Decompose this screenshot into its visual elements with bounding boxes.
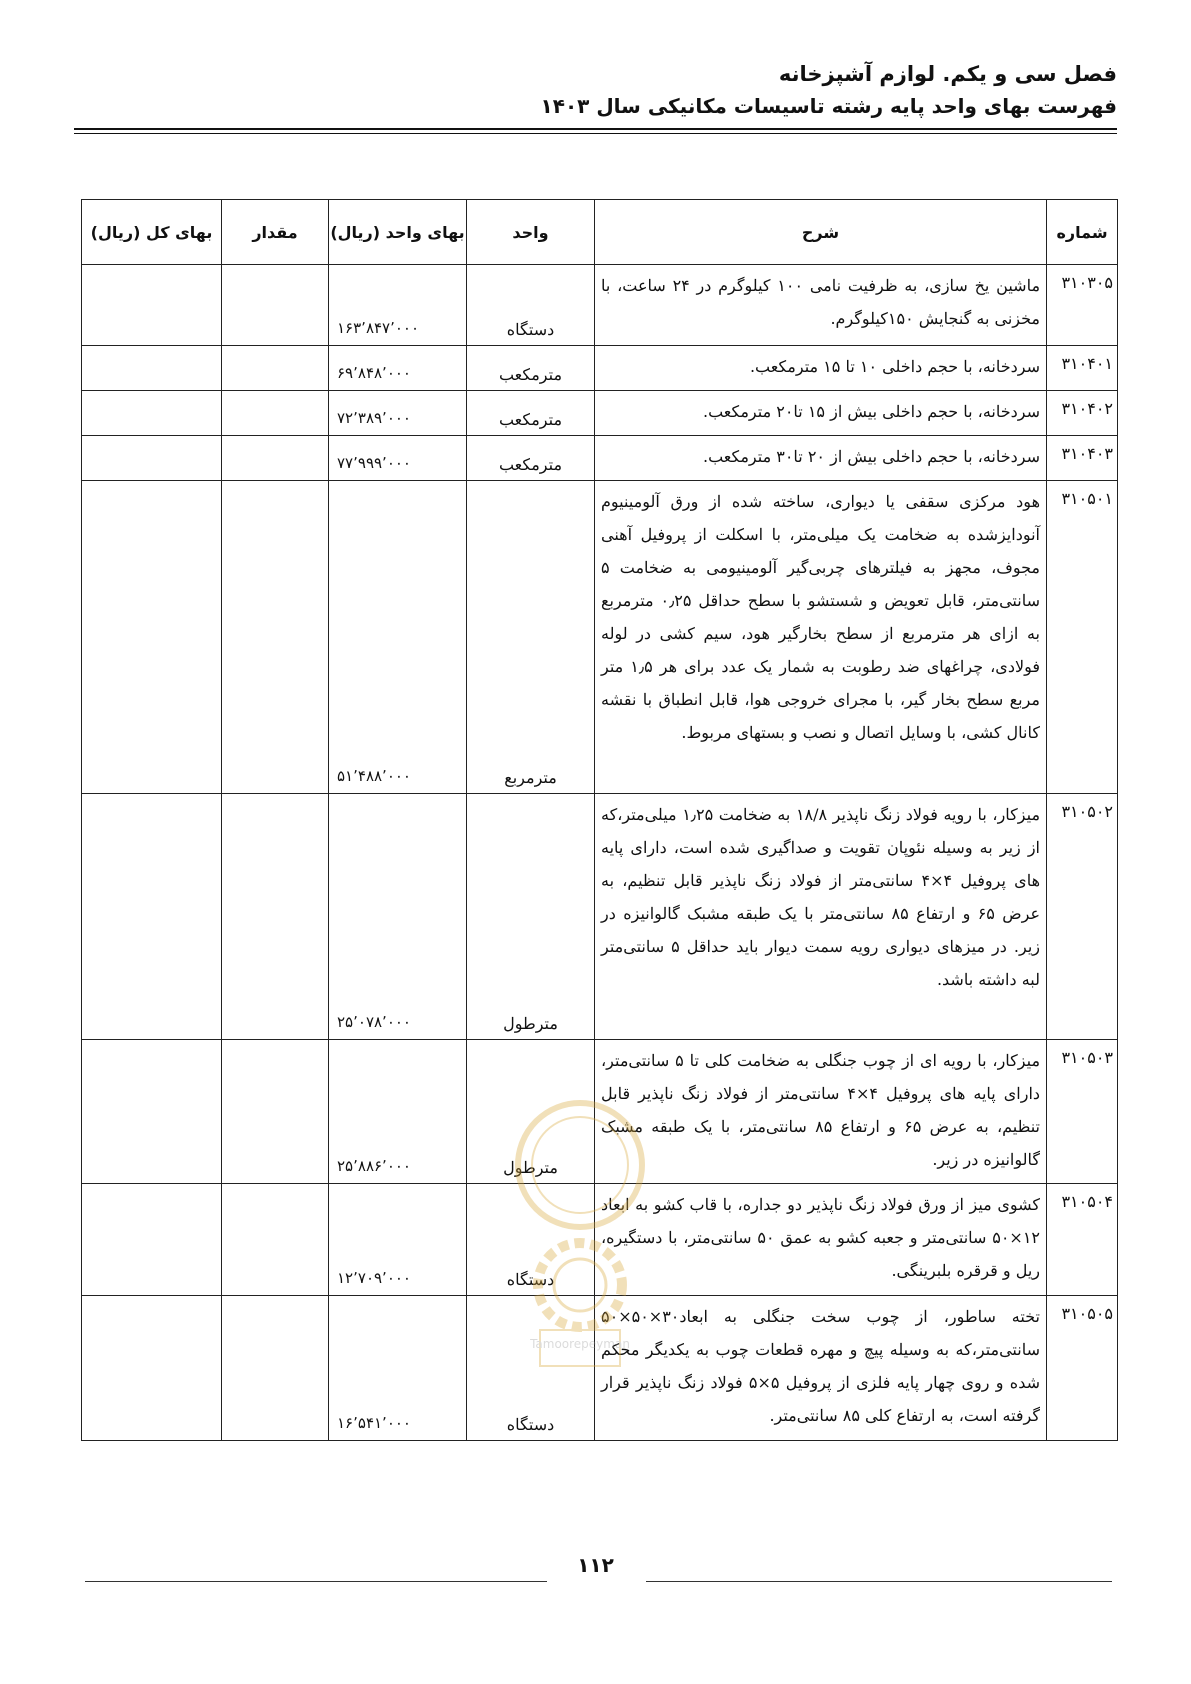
row-unit-price: ۶۹٬۸۴۸٬۰۰۰ (329, 346, 467, 391)
row-quantity (222, 794, 329, 1040)
row-code: ۳۱۰۵۰۵ (1047, 1296, 1118, 1441)
table-row (82, 1296, 1118, 1441)
col-header-unit-price: بهای واحد (ریال) (329, 200, 467, 265)
row-quantity (222, 391, 329, 436)
footer-rule-right (646, 1581, 1112, 1582)
row-total-price (82, 391, 222, 436)
row-unit-price: ۲۵٬۸۸۶٬۰۰۰ (329, 1040, 467, 1184)
row-unit: دستگاه (467, 1184, 595, 1296)
row-unit: مترطول (467, 794, 595, 1040)
row-total-price (82, 794, 222, 1040)
list-title: فهرست بهای واحد پایه رشته تاسیسات مکانیکی سال ۱۴۰۳ (540, 94, 1117, 118)
row-quantity (222, 1184, 329, 1296)
row-quantity (222, 436, 329, 481)
price-table (81, 199, 1118, 1441)
footer-rule-left (85, 1581, 547, 1582)
row-code: ۳۱۰۵۰۴ (1047, 1184, 1118, 1296)
col-header-code: شماره (1047, 200, 1118, 265)
row-code: ۳۱۰۴۰۲ (1047, 391, 1118, 436)
watermark-text: Tamoorepeyman (530, 1337, 630, 1351)
table-row (82, 794, 1118, 1040)
table-row (82, 265, 1118, 346)
row-quantity (222, 1040, 329, 1184)
col-header-unit: واحد (467, 200, 595, 265)
table-row (82, 1040, 1118, 1184)
row-quantity (222, 346, 329, 391)
col-header-total-price: بهای کل (ریال) (82, 200, 222, 265)
page-number: ۱۱۲ (577, 1553, 614, 1577)
row-unit: مترمکعب (467, 391, 595, 436)
row-description: تخته ساطور، از چوب سخت جنگلی به ابعاد۳۰×۵۰×۵۰ سانتی‌متر،که به وسیله پیچ و مهره قطعات چوب به یکدیگر محکم شده و روی چهار پایه فلزی از پروفیل ۵×۵ فولاد زنگ ناپذیر قرار گرفته است، به ارتفاع کلی ۸۵ سانتی‌متر. (595, 1296, 1047, 1441)
row-unit-price: ۵۱٬۴۸۸٬۰۰۰ (329, 481, 467, 794)
row-total-price (82, 481, 222, 794)
row-unit: مترمربع (467, 481, 595, 794)
row-description: سردخانه، با حجم داخلی ۱۰ تا ۱۵ مترمکعب. (595, 346, 1047, 391)
row-code: ۳۱۰۳۰۵ (1047, 265, 1118, 346)
row-unit: مترمکعب (467, 436, 595, 481)
row-total-price (82, 1296, 222, 1441)
header-rule-thin (74, 133, 1117, 134)
col-header-quantity: مقدار (222, 200, 329, 265)
row-unit-price: ۷۷٬۹۹۹٬۰۰۰ (329, 436, 467, 481)
row-code: ۳۱۰۴۰۳ (1047, 436, 1118, 481)
row-unit-price: ۱۶۳٬۸۴۷٬۰۰۰ (329, 265, 467, 346)
chapter-title: فصل سی و یکم. لوازم آشپزخانه (778, 62, 1117, 86)
row-description: ماشین یخ سازی، به ظرفیت نامی ۱۰۰ کیلوگرم در ۲۴ ساعت، با مخزنی به گنجایش ۱۵۰کیلوگرم. (595, 265, 1047, 346)
col-header-description: شرح (595, 200, 1047, 265)
table-row (82, 481, 1118, 794)
table-row (82, 391, 1118, 436)
row-description: میزکار، با رویه ای از چوب جنگلی به ضخامت کلی تا ۵ سانتی‌متر، دارای پایه های پروفیل ۴×۴ سانتی‌متر از فولاد زنگ ناپذیر قابل تنظیم، به عرض ۶۵ و ارتفاع ۸۵ سانتی‌متر، با یک طبقه مشبک گالوانیزه در زیر. (595, 1040, 1047, 1184)
row-code: ۳۱۰۵۰۱ (1047, 481, 1118, 794)
header-rule-thick (74, 128, 1117, 130)
table-header-row (82, 200, 1118, 265)
row-unit: مترمکعب (467, 346, 595, 391)
row-total-price (82, 1184, 222, 1296)
row-code: ۳۱۰۵۰۳ (1047, 1040, 1118, 1184)
row-description: کشوی میز از ورق فولاد زنگ ناپذیر دو جداره، با قاب کشو به ابعاد ۱۲×۵۰ سانتی‌متر و جعبه کشو به عمق ۵۰ سانتی‌متر، با دستگیره، ریل و قرقره بلبرینگی. (595, 1184, 1047, 1296)
page-header (74, 58, 1117, 122)
row-description: سردخانه، با حجم داخلی بیش از ۲۰ تا۳۰ مترمکعب. (595, 436, 1047, 481)
row-total-price (82, 346, 222, 391)
row-description: هود مرکزی سقفی یا دیواری، ساخته شده از ورق آلومینیوم آنودایزشده به ضخامت یک میلی‌متر، با اسکلت از پروفیل آهنی مجوف، مجهز به فیلترهای چربی‌گیر آلومینیومی به ضخامت ۵ سانتی‌متر، قابل تعویض و شستشو با سطح حداقل ۰٫۲۵ مترمربع به ازای هر مترمربع از سطح بخارگیر هود، سیم کشی در لوله فولادی، چراغهای ضد رطوبت به شمار یک عدد برای هر ۱٫۵ متر مربع سطح بخار گیر، با مجرای خروجی هوا، قابل انطباق با نقشه کانال کشی، با وسایل اتصال و نصب و بستهای مربوط. (595, 481, 1047, 794)
table-row (82, 436, 1118, 481)
row-code: ۳۱۰۵۰۲ (1047, 794, 1118, 1040)
row-unit-price: ۷۲٬۳۸۹٬۰۰۰ (329, 391, 467, 436)
row-total-price (82, 436, 222, 481)
row-unit-price: ۲۵٬۰۷۸٬۰۰۰ (329, 794, 467, 1040)
row-quantity (222, 265, 329, 346)
row-description: میزکار، با رویه فولاد زنگ ناپذیر ۱۸/۸ به ضخامت ۱٫۲۵ میلی‌متر،که از زیر به وسیله نئوپان تقویت و صداگیری شده است، دارای پایه های پروفیل ۴×۴ سانتی‌متر از فولاد زنگ ناپذیر قابل تنظیم، به عرض ۶۵ و ارتفاع ۸۵ سانتی‌متر با یک طبقه مشبک گالوانیزه در زیر. در میزهای دیواری رویه سمت دیوار باید حداقل ۵ سانتی‌متر لبه داشته باشد. (595, 794, 1047, 1040)
row-unit-price: ۱۲٬۷۰۹٬۰۰۰ (329, 1184, 467, 1296)
row-total-price (82, 1040, 222, 1184)
row-quantity (222, 1296, 329, 1441)
row-total-price (82, 265, 222, 346)
table-row (82, 346, 1118, 391)
row-unit: مترطول (467, 1040, 595, 1184)
row-code: ۳۱۰۴۰۱ (1047, 346, 1118, 391)
row-unit: دستگاه (467, 1296, 595, 1441)
table-row (82, 1184, 1118, 1296)
row-description: سردخانه، با حجم داخلی بیش از ۱۵ تا۲۰ مترمکعب. (595, 391, 1047, 436)
row-quantity (222, 481, 329, 794)
row-unit: دستگاه (467, 265, 595, 346)
row-unit-price: ۱۶٬۵۴۱٬۰۰۰ (329, 1296, 467, 1441)
